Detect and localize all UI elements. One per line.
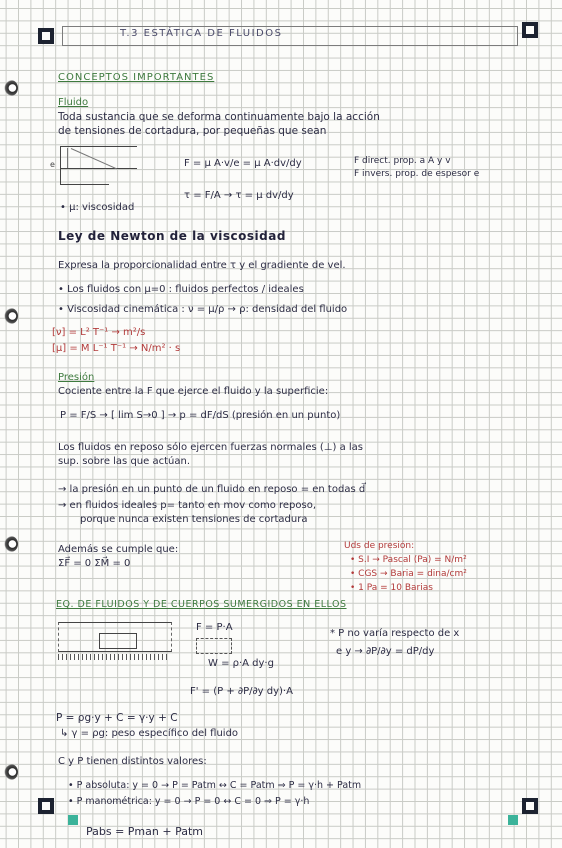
force-top: F = P·A [196,622,233,633]
pressure-unit-si: • S.I → Pascal (Pa) = N/m² [350,555,467,565]
fluid-note-direct: F direct. prop. a A y v [354,156,451,166]
fluid-element-diagram [58,622,172,652]
fluid-note-inverse: F invers. prop. de espesor e [354,169,480,179]
fluid-eq-tau: τ = F/A → τ = μ dv/dy [184,190,294,201]
fluid-eq-force: F = μ A·v/e = μ A·dv/dy [184,158,302,169]
pressure-normal-forces-2: sup. sobre las que actúan. [58,456,190,467]
pressure-heading: Presión [58,372,95,383]
equilibrium-heading: EQ. DE FLUIDOS Y DE CUERPOS SUMERGIDOS EN ELLOS [56,599,347,610]
teal-marker-right [508,815,518,825]
kinematic-viscosity-bullet: • Viscosidad cinemática : ν = μ/ρ → ρ: densidad del fluido [58,304,348,315]
binder-hole-1 [4,80,18,96]
pressure-x-note: * P no varía respecto de x [330,628,460,639]
gauge-pressure: • P manométrica: y = 0 → P = 0 ↔ C = 0 ⇒ P = γ·h [68,796,310,807]
element-box [196,638,232,654]
teal-marker-left [68,815,78,825]
viscosity-label: • μ: viscosidad [60,202,135,213]
pressure-units-heading: Uds de presión: [344,541,415,551]
force-bottom: F' = (P + ∂P/∂y dy)·A [190,686,293,697]
diagram-label-e: e [50,160,55,169]
pressure-derivative: e y → ∂P/∂y = dP/dy [336,646,435,657]
ground-hatching [58,654,170,660]
binder-hole-2 [4,308,18,324]
proportionality-statement: Expresa la proporcionalidad entre τ y el gradiente de vel. [58,260,346,271]
binder-hole-3 [4,536,18,552]
absolute-pressure: • P absoluta: y = 0 → P = Patm ↔ C = Patm ⇒ P = γ·h + Patm [68,780,362,791]
specific-weight-note: ↳ γ = ρg: peso específico del fluido [60,728,239,739]
pressure-normal-forces-1: Los fluidos en reposo sólo ejercen fuerzas normales (⊥) a las [58,442,363,453]
pressure-arrow-3: porque nunca existen tensiones de cortadura [80,514,308,525]
shear-diagram [60,146,109,185]
fluid-definition-1: Toda sustancia que se deforma continuamente bajo la acción [58,111,380,123]
section-heading-concepts: CONCEPTOS IMPORTANTES [58,72,215,83]
pressure-arrow-1: → la presión en un punto de un fluido en reposo = en todas d⃗ [58,484,366,495]
pressure-unit-conversion: • 1 Pa = 10 Barias [350,583,433,593]
page-title: T.3 ESTÁTICA DE FLUIDOS [120,28,283,39]
corner-marker-top-left [38,28,54,44]
corner-marker-top-right [522,22,538,38]
corner-marker-bottom-right [522,798,538,814]
equilibrium-sums: ΣF⃗ = 0 ΣM⃗ = 0 [58,558,131,569]
binder-hole-4 [4,764,18,780]
newton-law-title: Ley de Newton de la viscosidad [58,229,286,243]
ademas-label: Además se cumple que: [58,544,179,555]
pressure-arrow-2: → en fluidos ideales p= tanto en mov como reposo, [58,500,317,511]
dynamic-viscosity-units: [μ] = M L⁻¹ T⁻¹ → N/m² · s [52,343,181,354]
pressure-unit-cgs: • CGS → Baria = dina/cm² [350,569,467,579]
absolute-pressure-relation: Pabs = Pman + Patm [86,825,203,838]
pressure-definition: Cociente entre la F que ejerce el fluido y la superficie: [58,386,329,397]
fluid-definition-2: de tensiones de cortadura, por pequeñas que sean [58,125,327,137]
fluid-heading: Fluido [58,97,89,108]
pressure-equation: P = F/S → [ lim S→0 ] → p = dF/dS (presión en un punto) [60,410,341,421]
c-and-p-values: C y P tienen distintos valores: [58,756,207,767]
weight-force: W = ρ·A dy·g [208,658,274,669]
kinematic-viscosity-units: [ν] = L² T⁻¹ → m²/s [52,327,146,338]
perfect-fluids-bullet: • Los fluidos con μ=0 : fluidos perfectos / ideales [58,284,304,295]
hydrostatic-equation: P = ρg·y + C = γ·y + C [56,712,178,724]
corner-marker-bottom-left [38,798,54,814]
